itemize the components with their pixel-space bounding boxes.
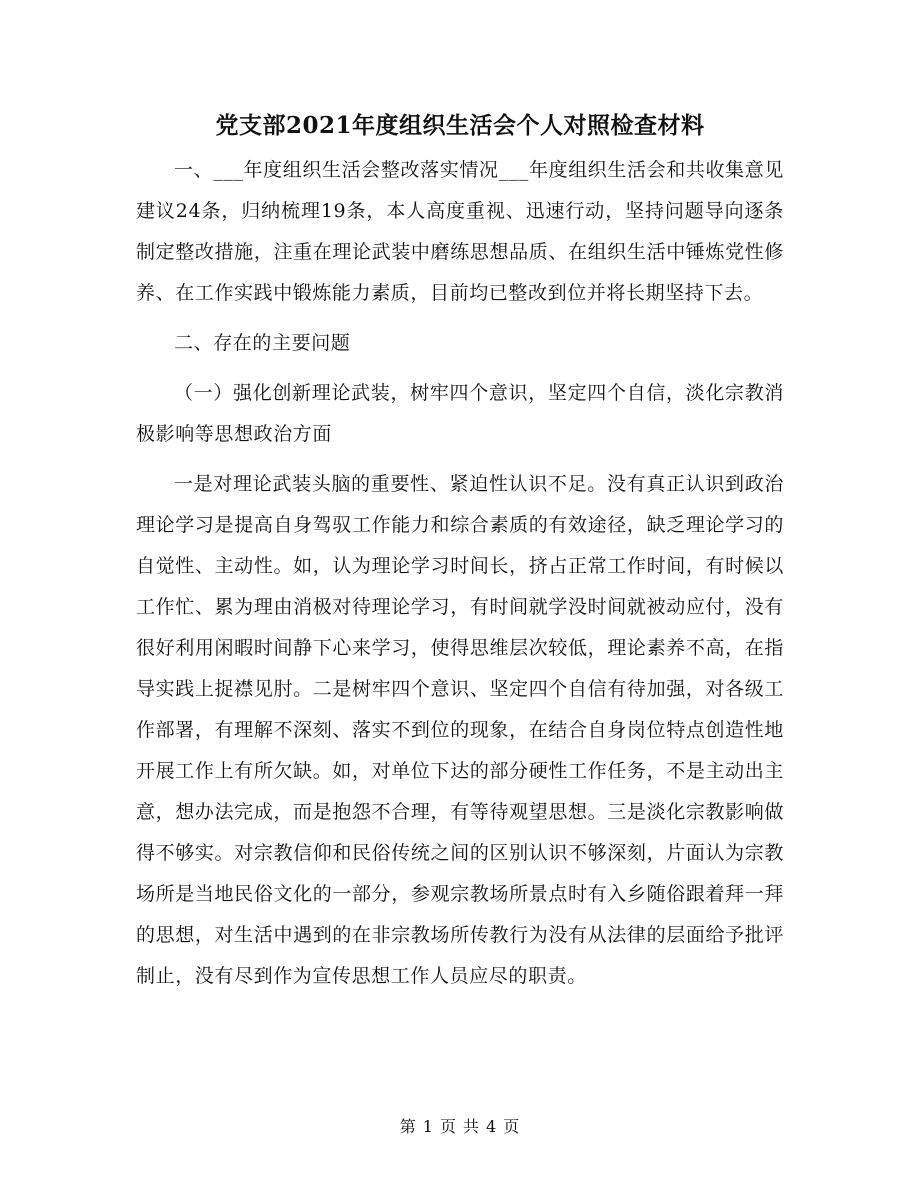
footer-total-pages: 4 [486,1117,498,1136]
footer-prefix: 第 [399,1117,417,1136]
footer-suffix: 页 [503,1117,521,1136]
paragraph-problem-details: 一是对理论武装头脑的重要性、紧迫性认识不足。没有真正认识到政治理论学习是提高自身驾驭工作能力和综合素质的有效途径，缺乏理论学习的自觉性、主动性。如，认为理论学习时间长，挤占正常工作时间，有时候以工作忙、累为理由消极对待理论学习，有时间就学没时间就被动应付，没有很好利用闲暇时间静下心来学习，使得思维层次较低，理论素养不高，在指导实践上捉襟见肘。二是树牢四个意识、坚定四个自信有待加强，对各级工作部署，有理解不深刻、落实不到位的现象，在结合自身岗位特点创造性地开展工作上有所欠缺。如，对单位下达的部分硬性工作任务，不是主动出主意，想办法完成，而是抱怨不合理，有等待观望思想。三是淡化宗教影响做得不够实。对宗教信仰和民俗传统之间的区别认识不够深刻，片面认为宗教场所是当地民俗文化的一部分，参观宗教场所景点时有入乡随俗跟着拜一拜的思想，对生活中遇到的在非宗教场所传教行为没有从法律的层面给予批评制止，没有尽到作为宣传思想工作人员应尽的职责。 [136,473,784,987]
paragraph-main-problems-heading: 二、存在的主要问题 [174,332,351,354]
footer-current-page: 1 [422,1117,434,1136]
document-title: 党支部2021年度组织生活会个人对照检查材料 [215,112,705,139]
paragraph-rectification: 一、___年度组织生活会整改落实情况___年度组织生活会和共收集意见建议24条，归纳梳理19条，本人高度重视、迅速行动，坚持问题导向逐条制定整改措施，注重在理论武装中磨练思想品质、在组织生活中锤炼党性修养、在工作实践中锻炼能力素质，目前均已整改到位并将长期坚持下去。 [136,159,784,304]
paragraph-subsection-heading: （一）强化创新理论武装，树牢四个意识，坚定四个自信，淡化宗教消极影响等思想政治方面 [136,382,784,445]
footer-middle: 页 共 [439,1117,481,1136]
page-footer [0,1114,920,1137]
document-body [136,150,784,1006]
